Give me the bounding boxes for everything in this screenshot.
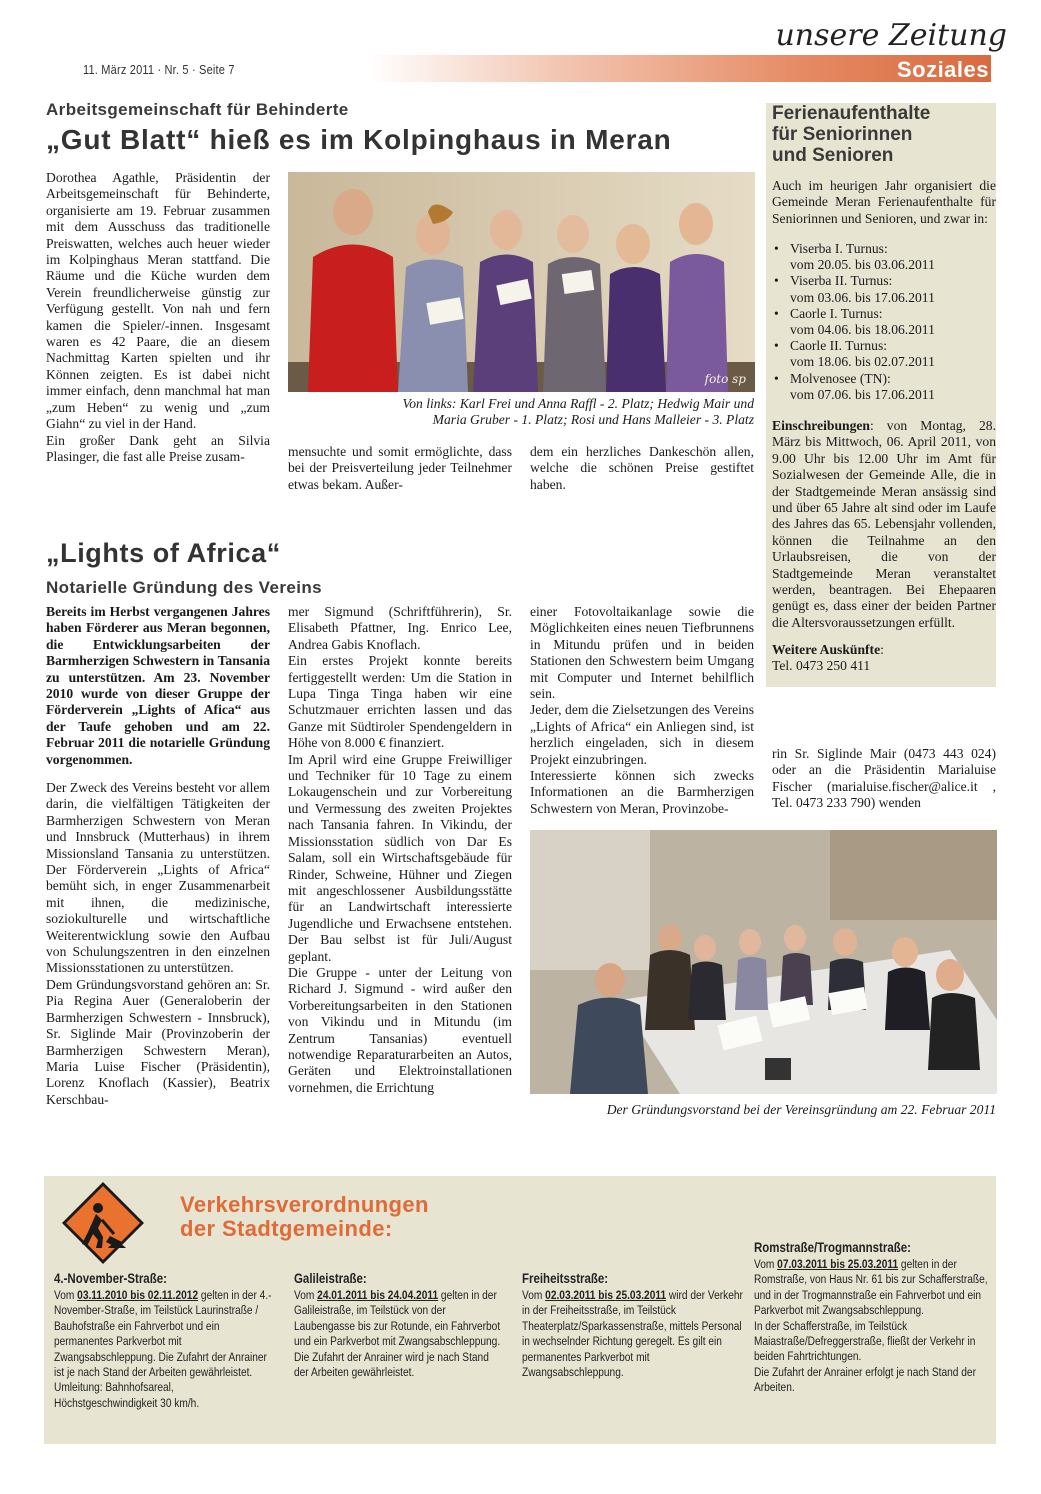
trip-place: Molvenosee (TN): — [790, 370, 891, 386]
article1-column-2: mensuchte und somit ermöglichte, dass bei der Preisverteilung jeder Teilnehmer etwas bekam. Außer- — [288, 444, 512, 492]
trip-place: Caorle I. Turnus: — [790, 305, 883, 321]
article1-kicker: Arbeitsgemeinschaft für Behinderte — [46, 100, 349, 119]
traffic-date-from: 03.11.2010 — [77, 1288, 128, 1302]
trip-item — [772, 371, 996, 403]
article2-lead: Bereits im Herbst vergangenen Jahres haben Förderer aus Meran begonnen, die Entwicklungsarbeiten der Barmherzigen Schwestern in Tansania zu unterstützen. Am 23. November 2010 wurde von dieser Gruppe der Förderverein „Lights of Afica“ aus der Taufe gehoben und am 22. Februar 2011 die notarielle Gründung vorgenommen. — [46, 604, 270, 767]
traffic-heading: 4.-November-Straße: — [54, 1270, 167, 1286]
traffic-text-pre: Vom — [54, 1288, 78, 1302]
trip-item — [772, 241, 996, 273]
article2-continuation: rin Sr. Siglinde Mair (0473 443 024) oder an die Präsidentin Marialuise Fischer (marialuise.fischer@alice.it , Tel. 0473 233 790) wenden — [772, 746, 996, 811]
article2-column-2: mer Sigmund (Schriftführerin), Sr. Elisabeth Pfattner, Ing. Enrico Lee, Andrea Gabis Knoflach. Ein erstes Projekt konnte bereits fertiggestellt werden: Um die Station in Lupa Tinga Tinga haben wir eine Schutzmauer errichten lassen und das Ganze mit Südtiroler Spendengeldern in Höhe von 8.000 € finanziert. Im April wird eine Gruppe Freiwilliger und Techniker für 10 Tage zu einem Lokaugenschein und zur Vorbereitung und Vermessung des zweiten Projektes nach Tansania fahren. In Vikindu, der Missionsstation südlich von Dar Es Salam, soll ein Wirtschaftsgebäude für Rinder, Schweine, Hühner und Ziegen mit angeschlossener Ausbildungsstätte für an Landwirtschaft interessierte Jugendliche und Erwachsene entstehen. Der Bau selbst ist für Juli/August geplant. Die Gruppe - unter der Leitung von Richard J. Sigmund - wird außer den Vorbereitungsarbeiten in den Stationen von Vikindu und in Mitundu (im Zentrum Tansanias) eventuell notwendige Reparaturarbeiten an Autos, Geräten und Elektroinstallationen vornehmen, die Errichtung — [288, 604, 512, 1095]
photo-credit: foto sp — [704, 372, 746, 386]
traffic-text — [54, 1288, 277, 1411]
masthead-logo: unsere Zeitung — [775, 18, 1007, 53]
article2-column-1: Der Zweck des Vereins besteht vor allem darin, die vielfältigen Tätigkeiten der Barmherzigen Schwestern von Meran und Innsbruck (Mutterhaus) in ihrem Missionsland Tansania zu unterstützen. Der Förderverein „Lights of Africa“ bemüht sich, in enger Zusammenarbeit mit ihnen, die medizinische, soziokulturelle und wirtschaftliche Weiterentwicklung sowie den Aufbau von Schulungszentren in den einzelnen Missionsstationen zu unterstützen. Dem Gründungsvorstand gehören an: Sr. Pia Regina Auer (Generaloberin der Barmherzigen Schwestern - Innsbruck), Sr. Siglinde Mair (Provinzoberin der Barmherzigen Schwestern Meran), Maria Luise Fischer (Präsidentin), Lorenz Knoflach (Kassier), Beatrix Kerschbau- — [46, 780, 270, 1107]
traffic-date-sep: bis — [367, 1288, 388, 1302]
article2-column-3: einer Fotovoltaikanlage sowie die Möglichkeiten eines neuen Tiefbrunnens in Mitundu prüfen und in beiden Stationen den Schwestern beim Umgang mit Computer und Internet behilflich sein. Jeder, dem die Zielsetzungen des Vereins „Lights of Africa“ ein Anliegen sind, ist herzlich eingeladen, sich in diesem Projekt einzubringen. Interessierte können sich zwecks Informationen an die Barmherzigen Schwestern von Meran, Provinzobe- — [530, 604, 754, 816]
section-title: Soziales — [896, 57, 989, 82]
article2-photo-caption: Der Gründungsvorstand bei der Vereinsgründung am 22. Februar 2011 — [606, 1102, 996, 1117]
traffic-date-to: 02.11.2012 — [147, 1288, 199, 1302]
trip-dates: vom 18.06. bis 02.07.2011 — [790, 354, 935, 370]
trip-place: Viserba I. Turnus: — [790, 241, 888, 256]
trip-dates: vom 07.06. bis 17.06.2011 — [790, 386, 935, 402]
traffic-date-to: 25.03.2011 — [615, 1288, 667, 1302]
trip-dates: vom 04.06. bis 18.06.2011 — [790, 322, 935, 338]
registration-label: Einschreibungen — [772, 418, 870, 433]
article1-photo-caption: Von links: Karl Frei und Anna Raffl - 2. Platz; Hedwig Mair und Maria Gruber - 1. Platz; Rosi und Hans Malleier - 3. Platz — [402, 396, 754, 428]
traffic-date-sep: bis — [127, 1288, 148, 1302]
traffic-text-body: wird der Verkehr in der Freiheitsstraße, im Teilstück Theaterplatz/Sparkassenstraße, mittels Personal in wechselnder Richtung geregelt. Es gilt ein permanentes Parkverbot mit Zwangsabschleppung. — [522, 1288, 743, 1380]
traffic-date-to: 24.04.2011 — [387, 1288, 439, 1302]
more-info — [772, 642, 996, 675]
article2-subtitle: Notarielle Gründung des Vereins — [46, 578, 322, 597]
traffic-text-pre: Vom — [294, 1288, 318, 1302]
traffic-date-sep: bis — [827, 1257, 848, 1271]
trip-item — [772, 273, 996, 305]
roadwork-sign-icon — [60, 1180, 146, 1266]
article1-column-1: Dorothea Agathle, Präsidentin der Arbeitsgemeinschaft für Behinderte, organisierte am 19. Februar zusammen mit dem Ausschuss das traditionelle Preiswatten, welches auch heuer wieder im Kolpinghaus Meran stattfand. Die Räume und die Küche wurden dem Verein freundlicherweise günstig zur Verfügung gestellt. Von nah und fern kamen die Spieler/-innen. Insgesamt waren es 42 Paare, die an diesem Nachmittag Karten spielten und ihr Können zeigten. Es ist dabei nicht immer einfach, denn manchmal hat man „zum Heben“ zu wenig und „zum Giahn“ zu viel in der Hand. Ein großer Dank geht an Silvia Plasinger, die fast alle Preise zusam- — [46, 170, 270, 464]
trip-dates: vom 03.06. bis 17.06.2011 — [790, 289, 935, 305]
article2-headline: „Lights of Africa“ — [46, 538, 281, 568]
trip-dates: vom 20.05. bis 03.06.2011 — [790, 257, 935, 273]
article2-photo — [530, 830, 997, 1094]
traffic-date-from: 07.03.2011 — [777, 1257, 828, 1271]
traffic-heading: Romstraße/Trogmannstraße: — [754, 1239, 911, 1255]
registration-details: : von Montag, 28. März bis Mittwoch, 06. April 2011, von 9.00 Uhr bis 12.00 Uhr im Amt für Sozialwesen der Gemeinde Alle, die in der Stadtgemeinde Meran ansässig sind und über 65 Jahre alt sind oder im Laufe des Jahres das 65. Lebensjahr vollenden, können die Teilnahme an den Urlaubsreisen, die von der Stadtgemeinde Meran veranstaltet werden, beantragen. Bei Ehepaaren genügt es, dass einer der beiden Partner die Altersvoraussetzungen erfüllt. — [772, 418, 996, 630]
traffic-title: Verkehrsverordnungen der Stadtgemeinde: — [180, 1192, 429, 1241]
traffic-date-from: 24.01.2011 — [317, 1288, 368, 1302]
sidebar-title: Ferienaufenthalte für Seniorinnen und Senioren — [772, 103, 931, 166]
traffic-text — [754, 1257, 992, 1396]
traffic-date-to: 25.03.2011 — [847, 1257, 899, 1271]
traffic-text — [294, 1288, 503, 1380]
traffic-heading: Freiheitsstraße: — [522, 1270, 609, 1286]
trip-item — [772, 306, 996, 338]
sidebar-intro: Auch im heurigen Jahr organisiert die Gemeinde Meran Ferienaufenthalte für Seniorinnen und Senioren, und zwar in: — [772, 178, 996, 226]
phone-number: Tel. 0473 250 411 — [772, 658, 871, 674]
registration-text — [772, 418, 996, 631]
traffic-text-body: gelten in der Galileistraße, im Teilstück von der Laubengasse bis zur Rotunde, ein Fahrverbot und ein Parkverbot mit Zwangsabschleppung. Die Zufahrt der Anrainer wird je nach Stand der Arbeiten gewährleistet. — [294, 1288, 501, 1380]
traffic-text-pre: Vom — [522, 1288, 546, 1302]
traffic-text-body: gelten in der 4.-November-Straße, im Teilstück Laurinstraße / Bauhofstraße ein Fahrverbot und ein permanentes Parkverbot mit Zwangsabschleppung. Die Zufahrt der Anrainer ist je nach Stand der Arbeiten gewährleistet. Umleitung: Bahnhofsareal, Höchstgeschwindigkeit 30 km/h. — [54, 1288, 272, 1410]
traffic-date-sep: bis — [595, 1288, 616, 1302]
traffic-text-body: gelten in der Romstraße, von Haus Nr. 61 bis zur Schafferstraße, und in der Trogmannstraße ein Fahrverbot und ein Parkverbot mit Zwangsabschleppung. In der Schafferstraße, im Teilstück Maiastraße/Defreggerstraße, fließt der Verkehr in beiden Fahrtrichtungen. Die Zufahrt der Anrainer erfolgt je nach Stand der Arbeiten. — [754, 1257, 988, 1395]
trip-item — [772, 338, 996, 370]
trip-place: Caorle II. Turnus: — [790, 338, 888, 354]
traffic-date-from: 02.03.2011 — [545, 1288, 596, 1302]
article1-headline: „Gut Blatt“ hieß es im Kolpinghaus in Meran — [46, 124, 672, 155]
traffic-heading: Galileistraße: — [294, 1270, 367, 1286]
traffic-text — [522, 1288, 748, 1380]
article1-photo — [288, 172, 755, 392]
more-info-sep: : — [880, 642, 884, 657]
traffic-text-pre: Vom — [754, 1257, 778, 1271]
more-info-label: Weitere Auskünfte — [772, 642, 881, 657]
dateline: 11. März 2011 · Nr. 5 · Seite 7 — [83, 62, 235, 77]
article1-column-3: dem ein herzliches Dankeschön allen, welche die schönen Preise gestiftet haben. — [530, 444, 754, 492]
trip-list — [772, 241, 996, 403]
trip-place: Viserba II. Turnus: — [790, 273, 893, 289]
